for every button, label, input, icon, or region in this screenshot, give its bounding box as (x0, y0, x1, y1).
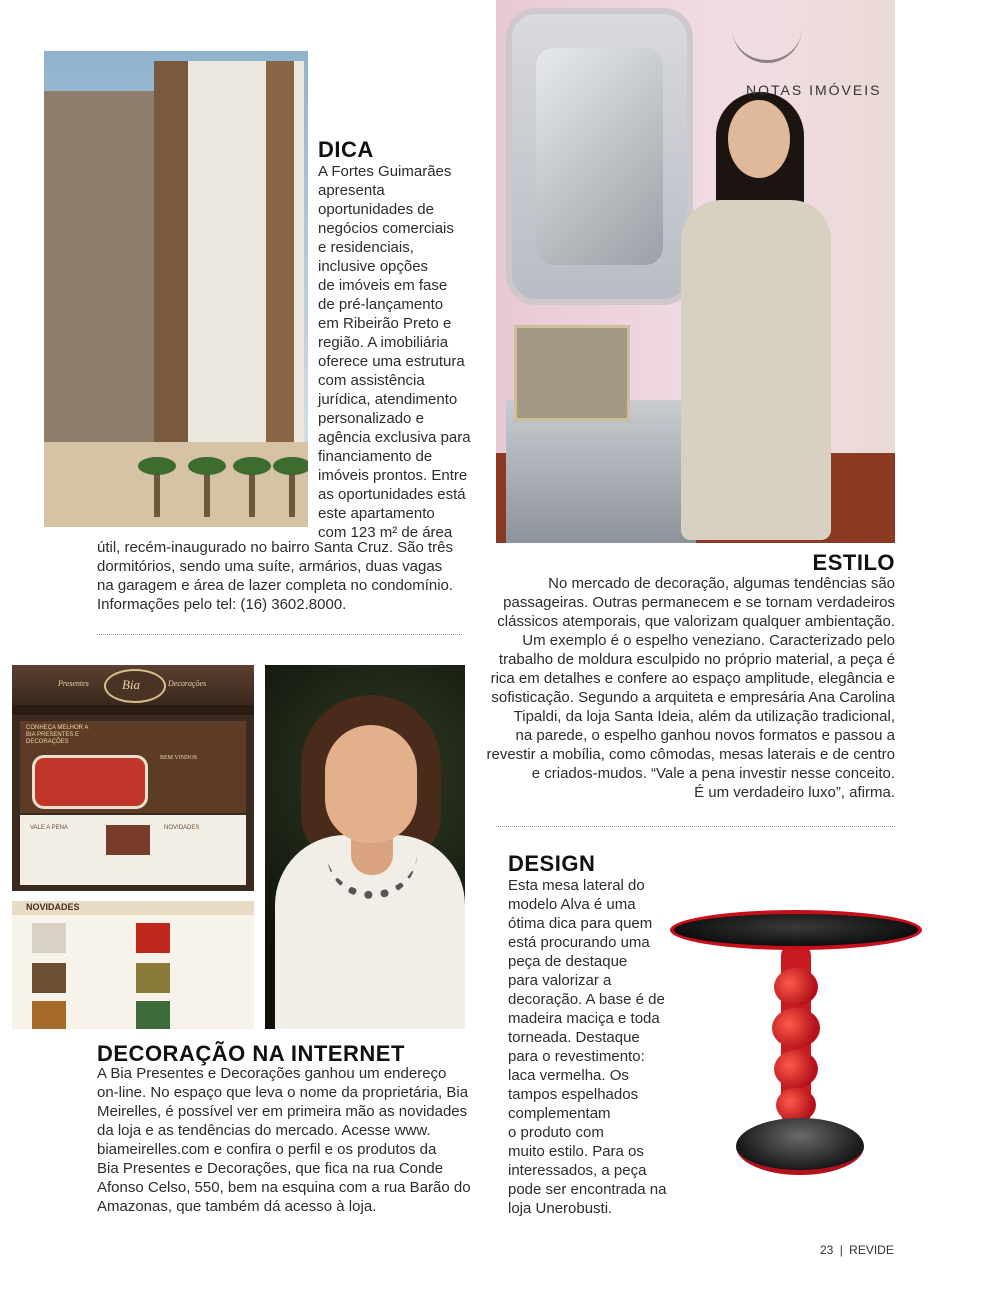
text-line: A Bia Presentes e Decorações ganhou um endereço (97, 1065, 447, 1082)
section-tag: NOTAS IMÓVEIS (746, 82, 882, 98)
site-header (12, 665, 254, 705)
text-line: Esta mesa lateral do (508, 877, 645, 894)
text-line: negócios comerciais (318, 220, 454, 237)
product-thumb (136, 1001, 170, 1029)
site-lower-panel (20, 815, 246, 885)
text-line: passageiras. Outras permanecem e se tornam verdadeiros (503, 594, 895, 611)
text-line: decoração. A base é de (508, 991, 665, 1008)
text-line: de pré-lançamento (318, 296, 444, 313)
text-line: inclusive opções (318, 258, 429, 275)
site-novidades-small: NOVIDADES (164, 825, 200, 831)
text-line: loja Unerobusti. (508, 1200, 613, 1217)
site-nav (12, 705, 254, 715)
building-photo (44, 51, 308, 527)
estilo-title: ESTILO (812, 550, 895, 575)
photo-frames (514, 325, 630, 421)
text-line: de imóveis em fase (318, 277, 448, 294)
mirror-glass (536, 48, 663, 265)
page-footer (820, 1243, 894, 1257)
text-line: torneada. Destaque (508, 1029, 640, 1046)
text-line: Afonso Celso, 550, bem na esquina com a rua Barão do (97, 1179, 471, 1196)
text-line: modelo Alva é uma (508, 896, 636, 913)
text-line: tampos espelhados (508, 1086, 639, 1103)
text-line: oportunidades de (318, 201, 434, 218)
text-line: em Ribeirão Preto e (318, 315, 452, 332)
site-vale: VALE A PENA (30, 825, 68, 831)
text-line: madeira maciça e toda (508, 1010, 660, 1027)
text-line: Tipaldi, da loja Santa Ideia, além da utilização tradicional, (513, 708, 895, 725)
site-panel-title: CONHEÇA MELHOR A BIA PRESENTES E DECORAÇÕES (26, 725, 89, 745)
page-number: 23 (820, 1243, 834, 1257)
product-thumb (32, 963, 66, 993)
building-side (44, 91, 154, 491)
table-mirrored-top (670, 910, 922, 950)
text-line: o produto com (508, 1124, 604, 1141)
chandelier-decal (732, 0, 802, 63)
text-line: e residenciais, (318, 239, 414, 256)
facade-panel (266, 61, 294, 491)
table-mirrored-base (736, 1118, 864, 1175)
text-line: agência exclusiva para (318, 429, 471, 446)
website-novidades (12, 901, 254, 1029)
novidades-header (12, 901, 254, 915)
text-line: complementam (508, 1105, 611, 1122)
text-line: Meirelles, é possível ver em primeira mão as novidades (97, 1103, 468, 1120)
site-thumb (106, 825, 150, 855)
text-line: na garagem e área de lazer completa no condomínio. (97, 577, 454, 594)
text-line: revestir a mobília, como cômodas, mesas laterais e de centro (486, 746, 895, 763)
text-line: com assistência (318, 372, 425, 389)
dica-title: DICA (318, 137, 374, 162)
text-line: financiamento de (318, 448, 433, 465)
divider (97, 634, 462, 635)
text-line: pode ser encontrada na (508, 1181, 667, 1198)
text-line: No mercado de decoração, algumas tendências são (548, 575, 895, 592)
palm-tree (289, 467, 295, 517)
building-tower (154, 61, 304, 491)
table-turned-leg (774, 968, 818, 1006)
site-brand-left: Presentes (58, 679, 89, 688)
novidades-title: NOVIDADES (26, 902, 80, 912)
decoracao-body (97, 1064, 477, 1216)
text-line: A Fortes Guimarães (318, 163, 452, 180)
divider (496, 826, 895, 827)
text-line: muito estilo. Para os (508, 1143, 644, 1160)
text-line: região. A imobiliária (318, 334, 449, 351)
decoracao-title: DECORAÇÃO NA INTERNET (97, 1041, 405, 1066)
text-line: ótima dica para quem (508, 915, 653, 932)
product-thumb (32, 923, 66, 953)
text-line: Informações pelo tel: (16) 3602.8000. (97, 596, 347, 613)
text-line: este apartamento (318, 505, 435, 522)
text-line: apresenta (318, 182, 385, 199)
text-line: É um verdadeiro luxo”, afirma. (694, 784, 895, 801)
text-line: oferece uma estrutura (318, 353, 465, 370)
mirrored-dresser (506, 400, 696, 543)
text-line: da loja e as tendências do mercado. Acesse www. (97, 1122, 431, 1139)
text-line: rica em detalhes e confere ao espaço amplitude, elegância e (490, 670, 895, 687)
table-turned-leg (772, 1008, 820, 1048)
portrait-face (325, 725, 417, 843)
site-brand-right: Decorações (168, 679, 207, 688)
text-line: personalizado e (318, 410, 424, 427)
text-line: e criados-mudos. “Vale a pena investir nesse conceito. (531, 765, 895, 782)
palm-tree (154, 467, 160, 517)
text-line: biameirelles.com e confira o perfil e os produtos da (97, 1141, 437, 1158)
red-dish-image (32, 755, 148, 809)
text-line: para valorizar a (508, 972, 612, 989)
design-body (508, 876, 673, 1218)
footer-separator: | (839, 1243, 843, 1257)
text-line: com 123 m² de área (318, 524, 453, 541)
design-title: DESIGN (508, 851, 596, 876)
text-line: jurídica, atendimento (318, 391, 458, 408)
website-screenshot (12, 665, 254, 891)
woman-face (728, 100, 790, 178)
product-thumb (136, 963, 170, 993)
dica-body-wide (97, 538, 477, 614)
site-logo (104, 669, 166, 703)
venetian-mirror (506, 8, 693, 305)
text-line: está procurando uma (508, 934, 650, 951)
palm-tree (204, 467, 210, 517)
text-line: trabalho de moldura esculpido no próprio material, a peça é (498, 651, 895, 668)
text-line: para o revestimento: (508, 1048, 645, 1065)
site-welcome: BEM VINDOS (160, 755, 198, 761)
site-logo-text: Bia (122, 677, 141, 692)
text-line: peça de destaque (508, 953, 628, 970)
text-line: imóveis prontos. Entre (318, 467, 468, 484)
magazine-name: REVIDE (849, 1243, 894, 1257)
text-line: Um exemplo é o espelho veneziano. Caracterizado pelo (522, 632, 895, 649)
text-line: Amazonas, que também dá acesso à loja. (97, 1198, 377, 1215)
boundary-wall (44, 442, 308, 527)
text-line: útil, recém-inaugurado no bairro Santa Cruz. São três (97, 539, 454, 556)
text-line: laca vermelha. Os (508, 1067, 629, 1084)
estilo-body (478, 574, 895, 802)
text-line: na parede, o espelho ganhou novos formatos e passou a (515, 727, 895, 744)
text-line: interessados, a peça (508, 1162, 647, 1179)
text-line: Bia Presentes e Decorações, que fica na rua Conde (97, 1160, 444, 1177)
text-line: sofisticação. Segundo a arquiteta e empresária Ana Carolina (491, 689, 895, 706)
table-turned-leg (776, 1088, 816, 1122)
text-line: on-line. No espaço que leva o nome da proprietária, Bia (97, 1084, 469, 1101)
facade-panel (154, 61, 188, 491)
table-turned-leg (774, 1050, 818, 1088)
text-line: as oportunidades está (318, 486, 466, 503)
dica-body (318, 162, 478, 542)
portrait-photo (265, 665, 465, 1029)
product-thumb (32, 1001, 66, 1029)
palm-tree (249, 467, 255, 517)
text-line: dormitórios, sendo uma suíte, armários, duas vagas (97, 558, 443, 575)
product-thumb (136, 923, 170, 953)
woman-dress (681, 200, 831, 540)
text-line: clássicos atemporais, que valorizam qualquer ambientação. (497, 613, 895, 630)
